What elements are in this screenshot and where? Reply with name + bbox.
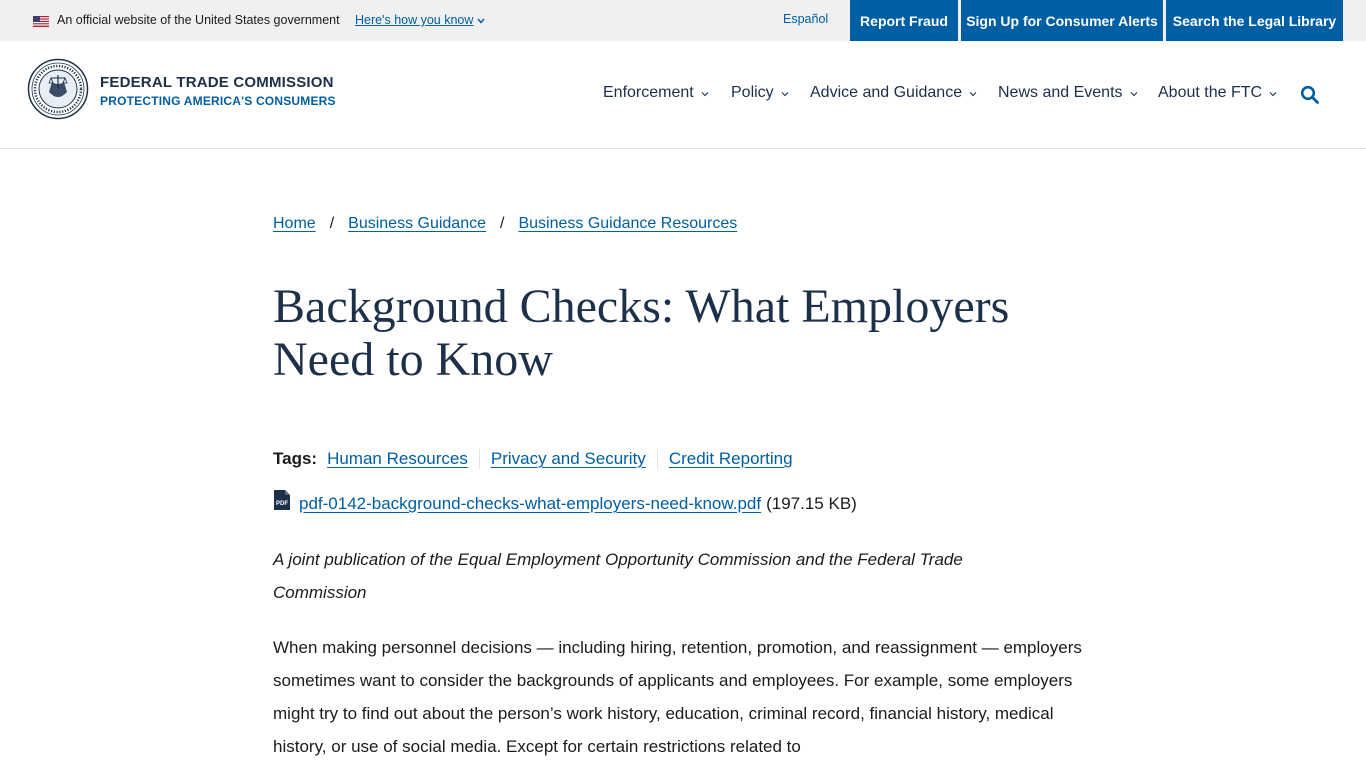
chevron-down-icon xyxy=(1268,89,1278,99)
breadcrumb-business-guidance[interactable]: Business Guidance xyxy=(348,215,486,232)
pdf-file-icon xyxy=(273,489,291,511)
chevron-down-icon xyxy=(1129,89,1139,99)
how-you-know-link[interactable] xyxy=(355,13,485,27)
file-attachment xyxy=(273,494,857,514)
tag-privacy-security[interactable]: Privacy and Security xyxy=(490,449,646,468)
us-flag-icon xyxy=(33,16,49,27)
legal-library-button[interactable]: Search the Legal Library xyxy=(1166,0,1343,41)
nav-enforcement[interactable] xyxy=(603,84,710,102)
how-you-know-label: Here's how you know xyxy=(355,13,474,27)
site-header xyxy=(0,41,1366,149)
breadcrumb-business-guidance-resources[interactable]: Business Guidance Resources xyxy=(518,215,738,232)
gov-banner xyxy=(0,0,1366,41)
chevron-down-icon xyxy=(700,89,710,99)
agency-tagline[interactable]: PROTECTING AMERICA'S CONSUMERS xyxy=(100,94,336,108)
chevron-down-icon xyxy=(780,89,790,99)
nav-label: Enforcement xyxy=(603,84,694,101)
breadcrumb-home[interactable]: Home xyxy=(273,215,316,232)
search-icon[interactable] xyxy=(1300,85,1320,105)
tag-credit-reporting[interactable]: Credit Reporting xyxy=(668,449,793,468)
tag-divider xyxy=(479,449,480,469)
page-title: Background Checks: What Employers Need to Know xyxy=(273,280,1010,386)
ftc-seal-icon[interactable] xyxy=(27,58,89,120)
nav-label: Policy xyxy=(731,84,774,101)
tags-label: Tags: xyxy=(273,449,318,468)
nav-label: Advice and Guidance xyxy=(810,84,963,101)
chevron-down-icon xyxy=(968,89,978,99)
tag-divider xyxy=(657,449,658,469)
nav-label: News and Events xyxy=(998,84,1123,101)
nav-label: About the FTC xyxy=(1158,84,1263,101)
breadcrumb xyxy=(273,215,737,233)
pdf-download-link[interactable]: pdf-0142-background-checks-what-employers-need-know.pdf xyxy=(299,494,762,513)
nav-about-ftc[interactable] xyxy=(1158,84,1278,102)
espanol-link[interactable]: Español xyxy=(783,12,829,26)
tag-human-resources[interactable]: Human Resources xyxy=(327,449,468,468)
svg-text:PDF: PDF xyxy=(276,501,288,507)
breadcrumb-separator: / xyxy=(500,215,505,232)
report-fraud-button[interactable]: Report Fraud xyxy=(850,0,958,41)
nav-policy[interactable] xyxy=(731,84,790,102)
file-size: (197.15 KB) xyxy=(766,494,857,513)
agency-name[interactable]: FEDERAL TRADE COMMISSION xyxy=(100,74,334,91)
breadcrumb-separator: / xyxy=(329,215,335,232)
nav-news-events[interactable] xyxy=(998,84,1139,102)
intro-text: A joint publication of the Equal Employment Opportunity Commission and the Federal Trade Commission xyxy=(273,550,963,602)
tags-row xyxy=(273,449,793,469)
body-paragraph: When making personnel decisions — including hiring, retention, promotion, and reassignment — employers sometimes want to consider the backgrounds of applicants and employees. For example, some employers might try to find out about the person’s work history, education, criminal record, financial history, medical history, or use of social media. Except for certain restrictions related to xyxy=(273,638,1082,756)
consumer-alerts-button[interactable]: Sign Up for Consumer Alerts xyxy=(961,0,1163,41)
nav-advice-guidance[interactable] xyxy=(810,84,978,102)
chevron-down-icon xyxy=(477,18,485,24)
official-website-text: An official website of the United States government xyxy=(57,13,340,27)
